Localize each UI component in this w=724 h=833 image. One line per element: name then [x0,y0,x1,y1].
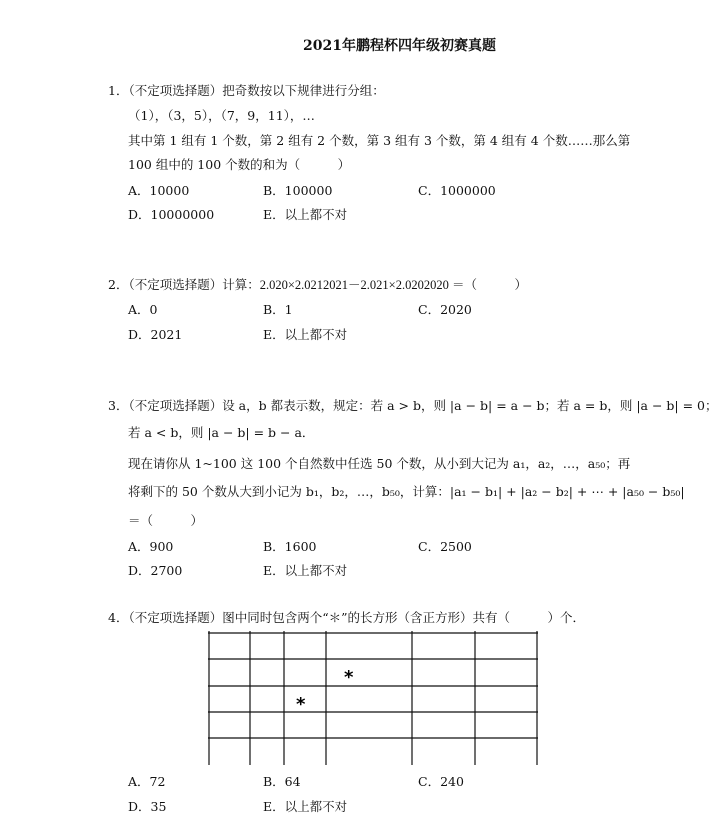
q2-option-b[interactable]: B．1 [263,302,293,317]
q2-option-d[interactable]: D．2021 [128,327,183,342]
grid-star-marker: * [296,694,306,715]
q1-option-a[interactable]: A．10000 [128,183,190,198]
q2-expression: 2.020×2.0212021－2.021×2.0202020 ＝（ ） [259,278,527,292]
q2-stem-label: 2．（不定项选择题）计算： [108,277,260,292]
q4-option-e[interactable]: E．以上都不对 [263,799,348,814]
q3-text-line: 现在请你从 1~100 这 100 个自然数中任选 50 个数，从小到大记为 a₁，a₂，…，a₅₀；再 [128,456,631,471]
q3-text-line: 若 a < b，则 |a − b| = b − a． [128,425,315,440]
q1-option-e[interactable]: E．以上都不对 [263,207,348,222]
q2-option-e[interactable]: E．以上都不对 [263,327,348,342]
q2-stem [108,275,527,293]
q1-option-c[interactable]: C．1000000 [418,183,496,198]
q4-option-a[interactable]: A．72 [128,774,166,789]
q1-text-line: 100 组中的 100 个数的和为（ ） [128,157,351,172]
q4-stem: 4．（不定项选择题）图中同时包含两个“＊”的长方形（含正方形）共有（ ）个． [108,610,585,625]
q3-option-d[interactable]: D．2700 [128,563,183,578]
q3-option-e[interactable]: E．以上都不对 [263,563,348,578]
q1-option-d[interactable]: D．10000000 [128,207,215,222]
q3-option-b[interactable]: B．1600 [263,539,317,554]
q4-option-b[interactable]: B．64 [263,774,301,789]
q3-text-line: ＝（ ） [128,513,204,528]
q4-option-d[interactable]: D．35 [128,799,167,814]
q2-option-c[interactable]: C．2020 [418,302,472,317]
q1-groups: （1），（3，5），（7，9，11），… [128,108,315,123]
page-title: 2021年鹏程杯四年级初赛真题 [303,38,496,54]
q2-option-a[interactable]: A．0 [128,302,158,317]
grid-star-marker: * [344,667,354,688]
q3-text-line: 将剩下的 50 个数从大到小记为 b₁，b₂，…，b₅₀，计算：|a₁ − b₁| + |a₂ − b₂| + ⋯ + |a₅₀ − b₅₀| [128,484,685,499]
q3-option-a[interactable]: A．900 [128,539,174,554]
q3-text-line: 3．（不定项选择题）设 a，b 都表示数，规定：若 a > b，则 |a − b| = a − b；若 a = b，则 |a − b| = 0； [108,398,718,413]
q1-stem: 1．（不定项选择题）把奇数按以下规律进行分组： [108,83,385,98]
q4-option-c[interactable]: C．240 [418,774,464,789]
q1-option-b[interactable]: B．100000 [263,183,333,198]
q1-text-line: 其中第 1 组有 1 个数，第 2 组有 2 个数，第 3 组有 3 个数，第 4 组有 4 个数……那么第 [128,133,631,148]
q3-option-c[interactable]: C．2500 [418,539,472,554]
q4-grid-figure [208,631,538,765]
